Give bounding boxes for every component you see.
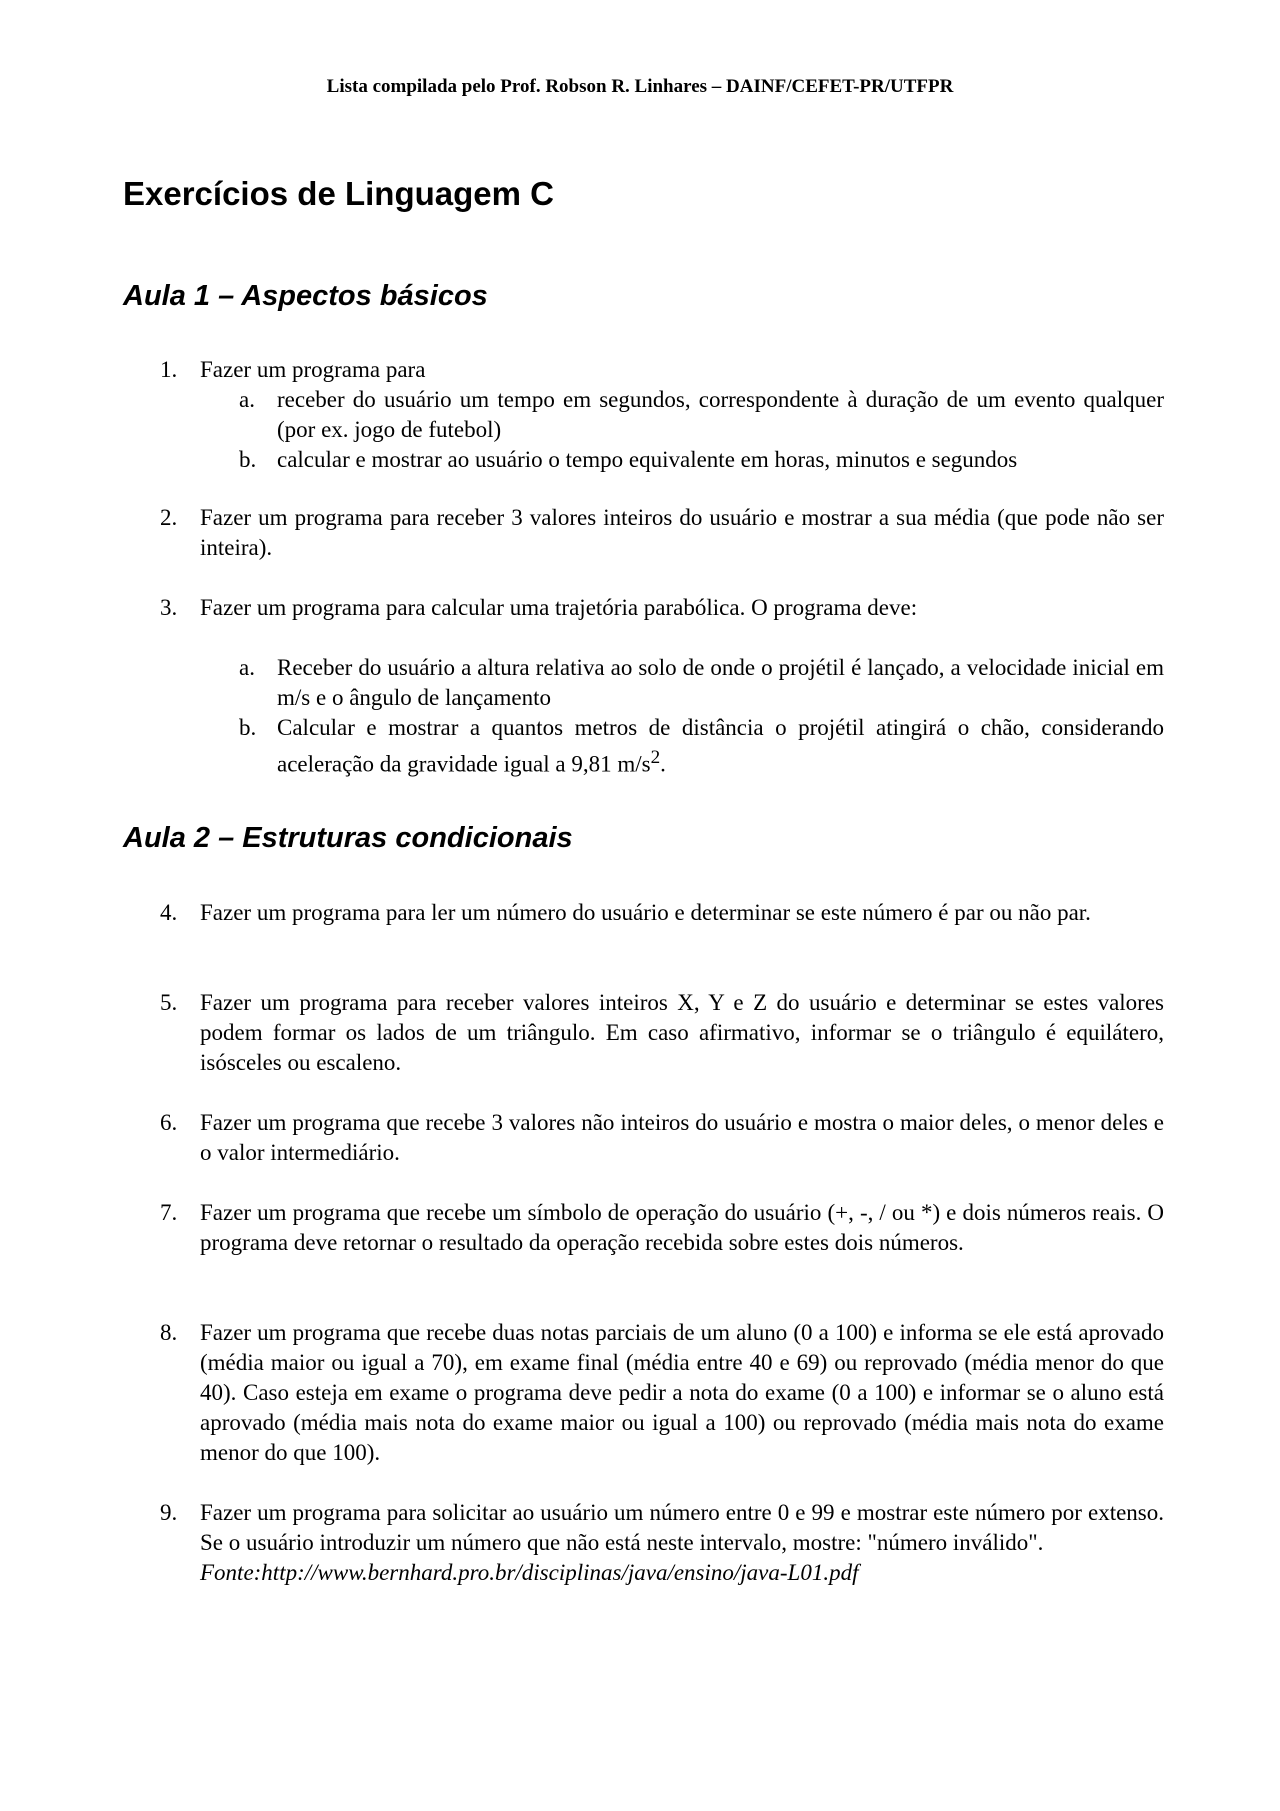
exercise-2 xyxy=(160,503,1164,563)
exercise-number: 9. xyxy=(160,1500,178,1525)
exercise-3-item-b xyxy=(239,713,1164,780)
section-heading-aula-2: Aula 2 – Estruturas condicionais xyxy=(123,822,573,854)
exercise-1-item-a xyxy=(239,385,1164,445)
item-letter: a. xyxy=(239,387,255,412)
exercise-text: Fazer um programa que recebe um símbolo de operação do usuário (+, -, / ou *) e dois números reais. O programa deve retornar o resultado da operação recebida sobre estes dois números. xyxy=(200,1200,1164,1255)
exercise-number: 8. xyxy=(160,1320,178,1345)
section-heading-aula-1: Aula 1 – Aspectos básicos xyxy=(123,280,488,312)
item-text xyxy=(277,713,1164,780)
exercise-5 xyxy=(160,988,1164,1078)
exercise-number: 5. xyxy=(160,990,178,1015)
exercise-text: Fazer um programa para xyxy=(200,357,426,382)
exercise-text: Fazer um programa que recebe duas notas parciais de um aluno (0 a 100) e informa se ele está aprovado (média maior ou igual a 70), em exame final (média entre 40 e 69) ou reprovado (média menor do que 40). Caso esteja em exame o programa deve pedir a nota do exame (0 a 100) e informar se o aluno está aprovado (média mais nota do exame maior ou igual a 100) ou reprovado (média mais nota do exame menor do que 100). xyxy=(200,1320,1164,1465)
exercise-text: Fazer um programa que recebe 3 valores não inteiros do usuário e mostra o maior deles, o menor deles e o valor intermediário. xyxy=(200,1110,1164,1165)
item-letter: a. xyxy=(239,655,255,680)
exercise-9 xyxy=(160,1498,1164,1588)
exercise-text: Fazer um programa para receber valores inteiros X, Y e Z do usuário e determinar se estes valores podem formar os lados de um triângulo. Em caso afirmativo, informar se o triângulo é equilátero, isósceles ou escaleno. xyxy=(200,990,1164,1075)
exercise-text: Fazer um programa para solicitar ao usuário um número entre 0 e 99 e mostrar este número por extenso. Se o usuário introduzir um número que não está neste intervalo, mostre: "número inválido". xyxy=(200,1500,1164,1555)
exercise-number: 1. xyxy=(160,357,178,382)
item-text-main: Calcular e mostrar a quantos metros de distância o projétil atingirá o chão, considerando aceleração da gravidade igual a 9,81 m/s xyxy=(277,715,1164,777)
item-letter: b. xyxy=(239,715,257,740)
exercise-4 xyxy=(160,898,1164,928)
item-letter: b. xyxy=(239,447,257,472)
item-text: Receber do usuário a altura relativa ao solo de onde o projétil é lançado, a velocidade inicial em m/s e o ângulo de lançamento xyxy=(277,655,1164,710)
exercise-number: 4. xyxy=(160,900,178,925)
exercise-number: 6. xyxy=(160,1110,178,1135)
exercise-text: Fazer um programa para receber 3 valores inteiros do usuário e mostrar a sua média (que pode não ser inteira). xyxy=(200,505,1164,560)
exercise-number: 7. xyxy=(160,1200,178,1225)
source-citation: Fonte:http://www.bernhard.pro.br/disciplinas/java/ensino/java-L01.pdf xyxy=(200,1560,859,1585)
exercise-3 xyxy=(160,593,1164,780)
item-text-end: . xyxy=(660,751,666,777)
exercise-number: 2. xyxy=(160,505,178,530)
exercise-7 xyxy=(160,1198,1164,1258)
exercise-text: Fazer um programa para calcular uma trajetória parabólica. O programa deve: xyxy=(200,595,918,620)
running-header: Lista compilada pelo Prof. Robson R. Linhares – DAINF/CEFET-PR/UTFPR xyxy=(326,76,954,97)
exponent: 2 xyxy=(650,747,661,768)
exercise-1-item-b xyxy=(239,445,1164,475)
exercise-1 xyxy=(160,355,1164,475)
exercise-number: 3. xyxy=(160,595,178,620)
exercise-text: Fazer um programa para ler um número do usuário e determinar se este número é par ou não par. xyxy=(200,900,1091,925)
exercise-6 xyxy=(160,1108,1164,1168)
item-text: receber do usuário um tempo em segundos, correspondente à duração de um evento qualquer (por ex. jogo de futebol) xyxy=(277,387,1164,442)
item-text: calcular e mostrar ao usuário o tempo equivalente em horas, minutos e segundos xyxy=(277,447,1018,472)
exercise-3-item-a xyxy=(239,653,1164,713)
document-title: Exercícios de Linguagem C xyxy=(123,175,554,212)
exercise-8 xyxy=(160,1318,1164,1468)
